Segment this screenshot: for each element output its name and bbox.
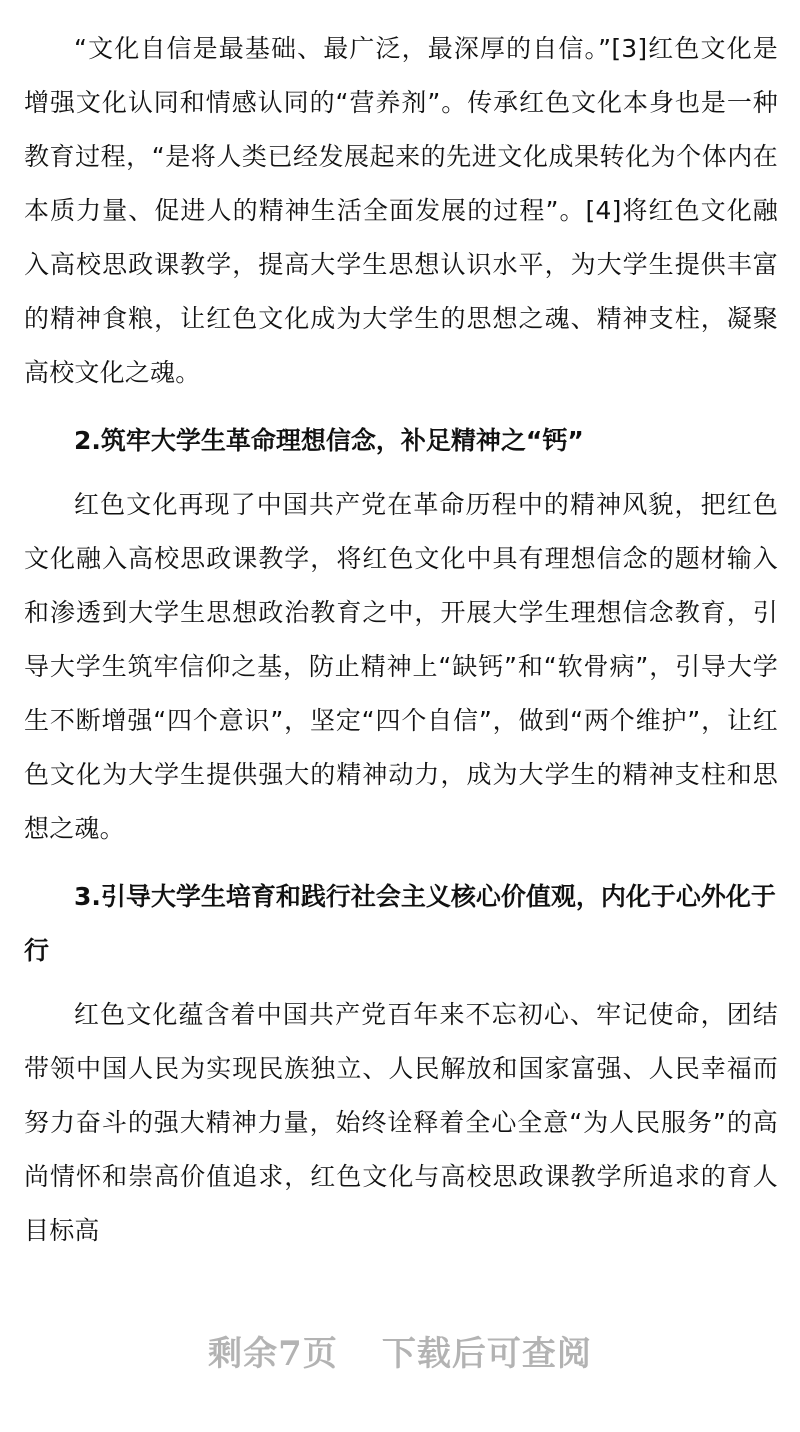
paragraph-2: 红色文化再现了中国共产党在革命历程中的精神风貌，把红色文化融入高校思政课教学，将红色文化中具有理想信念的题材输入和渗透到大学生思想政治教育之中，开展大学生理想信念教育，引导大学生筑牢信仰之基，防止精神上“缺钙”和“软骨病”，引导大学生不断增强“四个意识”，坚定“四个自信”，做到“两个维护”，让红色文化为大学生提供强大的精神动力，成为大学生的精神支柱和思想之魂。: [24, 490, 778, 843]
remaining-pages-notice[interactable]: [0, 1326, 800, 1375]
remaining-pages-text: 剩余7页: [208, 1334, 338, 1374]
download-to-view-text: 下载后可查阅: [381, 1334, 592, 1374]
section-heading-2: 2.筑牢大学生革命理想信念，补足精神之“钙”: [74, 426, 584, 455]
document-body: [24, 22, 778, 1258]
paragraph-1: “文化自信是最基础、最广泛，最深厚的自信。”[3]红色文化是增强文化认同和情感认同的“营养剂”。传承红色文化本身也是一种教育过程，“是将人类已经发展起来的先进文化成果转化为个体内在本质力量、促进人的精神生活全面发展的过程”。[4]将红色文化融入高校思政课教学，提高大学生思想认识水平，为大学生提供丰富的精神食粮，让红色文化成为大学生的思想之魂、精神支柱，凝聚高校文化之魂。: [24, 34, 778, 387]
section-heading-3: 3.引导大学生培育和践行社会主义核心价值观，内化于心外化于行: [24, 882, 776, 965]
paragraph-3: 红色文化蕴含着中国共产党百年来不忘初心、牢记使命，团结带领中国人民为实现民族独立、人民解放和国家富强、人民幸福而努力奋斗的强大精神力量，始终诠释着全心全意“为人民服务”的高尚情怀和崇高价值追求，红色文化与高校思政课教学所追求的育人目标高: [24, 1000, 778, 1245]
